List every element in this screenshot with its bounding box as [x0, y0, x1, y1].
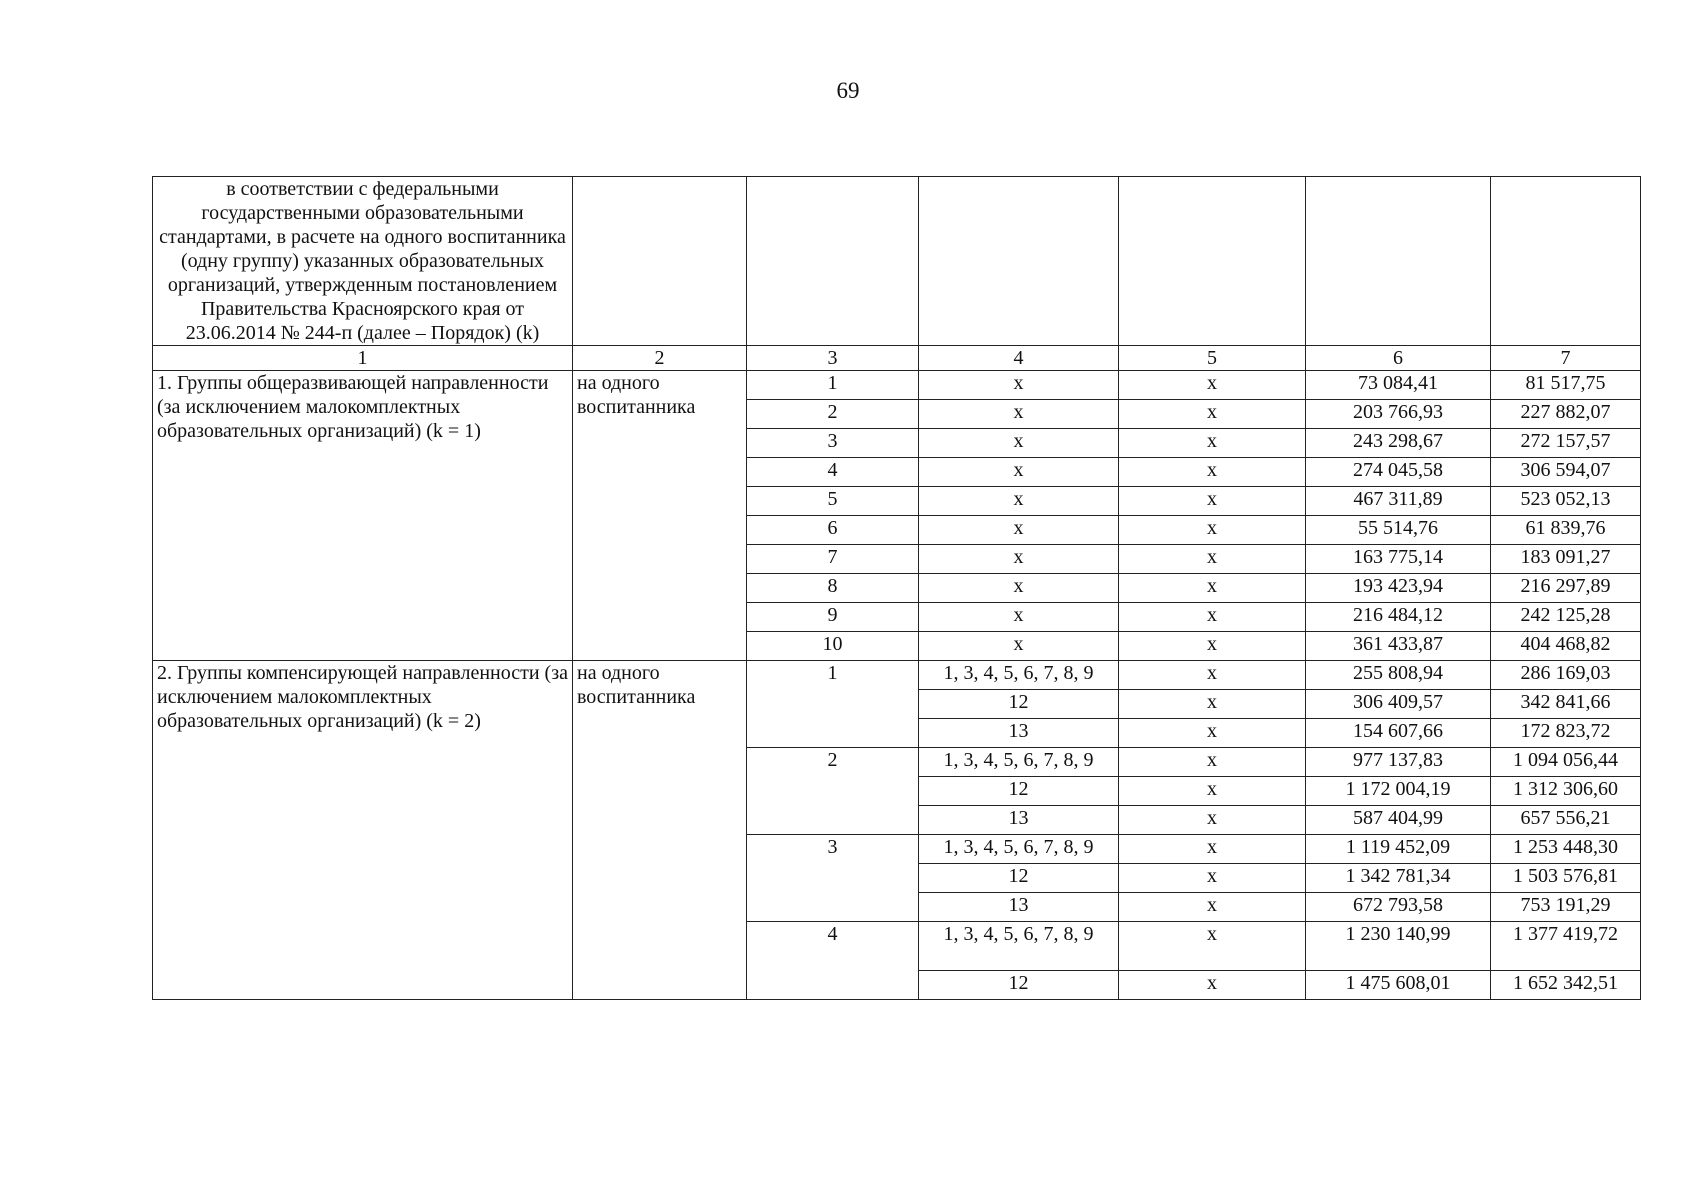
- cell-col4: 1, 3, 4, 5, 6, 7, 8, 9: [919, 748, 1119, 777]
- intro-row: [153, 177, 1641, 346]
- cell-col4: 13: [919, 806, 1119, 835]
- cell-col6: 587 404,99: [1306, 806, 1491, 835]
- cell-col7: 1 312 306,60: [1491, 777, 1641, 806]
- cell-col5: x: [1119, 922, 1306, 971]
- cell-col7: 1 503 576,81: [1491, 864, 1641, 893]
- cell-col5: x: [1119, 748, 1306, 777]
- cell-col4: x: [919, 458, 1119, 487]
- cell-col6: 154 607,66: [1306, 719, 1491, 748]
- group-name: 2. Группы компенсирующей направленности (за исключением малокомплектных образовательных организаций) (k = 2): [153, 661, 573, 1000]
- cell-col3: 2: [747, 748, 919, 835]
- cell-col4: x: [919, 487, 1119, 516]
- cell-col7: 81 517,75: [1491, 371, 1641, 400]
- cell-col7: 342 841,66: [1491, 690, 1641, 719]
- intro-empty-cell: [1491, 177, 1641, 346]
- cell-col3: 5: [747, 487, 919, 516]
- cell-col5: x: [1119, 545, 1306, 574]
- cell-col5: x: [1119, 574, 1306, 603]
- cell-col6: 163 775,14: [1306, 545, 1491, 574]
- cell-col6: 216 484,12: [1306, 603, 1491, 632]
- cell-col3: 9: [747, 603, 919, 632]
- cell-col6: 243 298,67: [1306, 429, 1491, 458]
- cell-col7: 227 882,07: [1491, 400, 1641, 429]
- intro-empty-cell: [747, 177, 919, 346]
- cell-col3: 4: [747, 922, 919, 1000]
- cell-col6: 73 084,41: [1306, 371, 1491, 400]
- cell-col3: 3: [747, 429, 919, 458]
- cell-col5: x: [1119, 603, 1306, 632]
- cell-col6: 1 475 608,01: [1306, 971, 1491, 1000]
- column-number: 6: [1306, 346, 1491, 371]
- intro-empty-cell: [1306, 177, 1491, 346]
- table-row: [153, 661, 1641, 690]
- cell-col4: 1, 3, 4, 5, 6, 7, 8, 9: [919, 661, 1119, 690]
- cell-col7: 657 556,21: [1491, 806, 1641, 835]
- intro-empty-cell: [919, 177, 1119, 346]
- cell-col7: 1 652 342,51: [1491, 971, 1641, 1000]
- cell-col6: 55 514,76: [1306, 516, 1491, 545]
- table-row: [153, 371, 1641, 400]
- cell-col7: 306 594,07: [1491, 458, 1641, 487]
- cell-col4: x: [919, 632, 1119, 661]
- cell-col5: x: [1119, 400, 1306, 429]
- column-number: 1: [153, 346, 573, 371]
- cell-col4: x: [919, 603, 1119, 632]
- unit-cell: на одного воспитанника: [573, 661, 747, 1000]
- cell-col7: 286 169,03: [1491, 661, 1641, 690]
- cell-col5: x: [1119, 516, 1306, 545]
- cell-col5: x: [1119, 806, 1306, 835]
- cell-col3: 4: [747, 458, 919, 487]
- cell-col5: x: [1119, 893, 1306, 922]
- cell-col6: 1 342 781,34: [1306, 864, 1491, 893]
- cell-col6: 1 230 140,99: [1306, 922, 1491, 971]
- cell-col5: x: [1119, 835, 1306, 864]
- cell-col4: x: [919, 429, 1119, 458]
- cell-col6: 274 045,58: [1306, 458, 1491, 487]
- intro-text: в соответствии с федеральными государственными образовательными стандартами, в расчете на одного воспитанника (одну группу) указанных образовательных организаций, утвержденным постановлением Правительства Красноярского края от 23.06.2014 № 244-п (далее – Порядок) (k): [153, 177, 573, 346]
- cell-col5: x: [1119, 371, 1306, 400]
- cell-col5: x: [1119, 971, 1306, 1000]
- column-number-row: [153, 346, 1641, 371]
- cell-col4: 1, 3, 4, 5, 6, 7, 8, 9: [919, 835, 1119, 864]
- cell-col3: 1: [747, 371, 919, 400]
- intro-empty-cell: [1119, 177, 1306, 346]
- cell-col5: x: [1119, 864, 1306, 893]
- cell-col6: 672 793,58: [1306, 893, 1491, 922]
- cell-col3: 8: [747, 574, 919, 603]
- cell-col4: x: [919, 516, 1119, 545]
- cell-col4: 12: [919, 864, 1119, 893]
- cell-col4: 12: [919, 971, 1119, 1000]
- cell-col7: 183 091,27: [1491, 545, 1641, 574]
- cell-col6: 977 137,83: [1306, 748, 1491, 777]
- cell-col6: 361 433,87: [1306, 632, 1491, 661]
- cell-col4: 12: [919, 777, 1119, 806]
- cell-col5: x: [1119, 429, 1306, 458]
- cell-col3: 10: [747, 632, 919, 661]
- cell-col7: 523 052,13: [1491, 487, 1641, 516]
- cell-col5: x: [1119, 777, 1306, 806]
- cell-col6: 193 423,94: [1306, 574, 1491, 603]
- cell-col7: 1 094 056,44: [1491, 748, 1641, 777]
- cell-col3: 2: [747, 400, 919, 429]
- cell-col7: 1 377 419,72: [1491, 922, 1641, 971]
- intro-empty-cell: [573, 177, 747, 346]
- cell-col7: 272 157,57: [1491, 429, 1641, 458]
- cell-col3: 6: [747, 516, 919, 545]
- cell-col6: 255 808,94: [1306, 661, 1491, 690]
- column-number: 2: [573, 346, 747, 371]
- cell-col7: 216 297,89: [1491, 574, 1641, 603]
- page-number: 69: [836, 78, 860, 103]
- tariff-table: [152, 176, 1641, 1000]
- cell-col3: 1: [747, 661, 919, 748]
- column-number: 5: [1119, 346, 1306, 371]
- cell-col4: 12: [919, 690, 1119, 719]
- cell-col4: x: [919, 371, 1119, 400]
- cell-col3: 3: [747, 835, 919, 922]
- cell-col4: x: [919, 400, 1119, 429]
- cell-col7: 61 839,76: [1491, 516, 1641, 545]
- cell-col6: 203 766,93: [1306, 400, 1491, 429]
- cell-col6: 467 311,89: [1306, 487, 1491, 516]
- cell-col5: x: [1119, 458, 1306, 487]
- cell-col5: x: [1119, 719, 1306, 748]
- cell-col7: 1 253 448,30: [1491, 835, 1641, 864]
- cell-col5: x: [1119, 690, 1306, 719]
- cell-col4: 1, 3, 4, 5, 6, 7, 8, 9: [919, 922, 1119, 971]
- cell-col3: 7: [747, 545, 919, 574]
- column-number: 4: [919, 346, 1119, 371]
- cell-col7: 242 125,28: [1491, 603, 1641, 632]
- cell-col5: x: [1119, 661, 1306, 690]
- cell-col7: 753 191,29: [1491, 893, 1641, 922]
- column-number: 3: [747, 346, 919, 371]
- cell-col7: 404 468,82: [1491, 632, 1641, 661]
- cell-col4: 13: [919, 893, 1119, 922]
- cell-col5: x: [1119, 487, 1306, 516]
- unit-cell: на одного воспитанника: [573, 371, 747, 661]
- cell-col5: x: [1119, 632, 1306, 661]
- cell-col7: 172 823,72: [1491, 719, 1641, 748]
- cell-col4: x: [919, 545, 1119, 574]
- cell-col6: 1 172 004,19: [1306, 777, 1491, 806]
- cell-col4: x: [919, 574, 1119, 603]
- cell-col4: 13: [919, 719, 1119, 748]
- column-number: 7: [1491, 346, 1641, 371]
- cell-col6: 306 409,57: [1306, 690, 1491, 719]
- group-name: 1. Группы общеразвивающей направленности (за исключением малокомплектных образовательных организаций) (k = 1): [153, 371, 573, 661]
- cell-col6: 1 119 452,09: [1306, 835, 1491, 864]
